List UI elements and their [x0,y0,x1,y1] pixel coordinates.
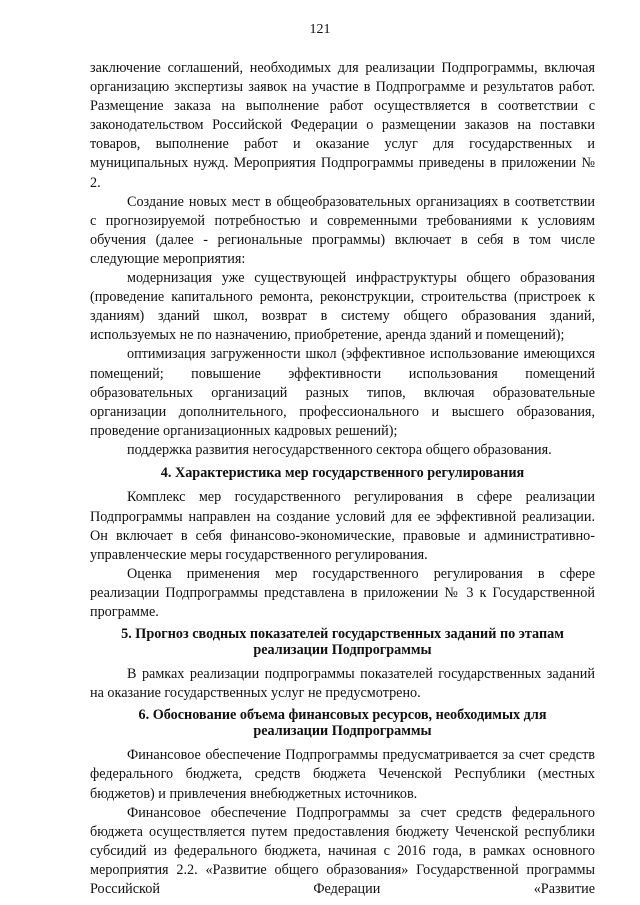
section-heading-line: реализации Подпрограммы [253,641,432,658]
paragraph: Комплекс мер государственного регулирования в сфере реализации Подпрограммы направлен на создание условий для ее эффективной реализации. Он включает в себя финансово-экономические, правовые и административно-управленческие меры государственного регулирования. [90,489,595,563]
section-heading: 4. Характеристика мер государственного регулирования [160,464,525,481]
section-heading-line: 6. Обоснование объема финансовых ресурсов, необходимых для [138,707,547,724]
section-heading [90,627,595,658]
list-item: модернизация уже существующей инфраструктуры общего образования (проведение капитального ремонта, реконструкции, строительства (пристроек к зданиям) зданий школ, возврат в систему общего образования зданий, используемых не по назначению, приобретение, аренда зданий и помещений); [90,270,595,344]
paragraph: Финансовое обеспечение Подпрограммы за счет средств федерального бюджета осуществляется путем предоставления бюджету Чеченской республики субсидий из федерального бюджета, начиная с 2016 года, в рамках основного мероприятия 2.2. «Развитие общего образования» Государственной программы Российской Федерации «Развитие [90,804,595,897]
paragraph: Оценка применения мер государственного регулирования в сфере реализации Подпрограммы представлена в приложении № 3 к Государственной программе. [90,565,595,621]
section-heading-line: реализации Подпрограммы [253,722,432,739]
page-number: 121 [309,22,331,37]
paragraph: заключение соглашений, необходимых для реализации Подпрограммы, включая организацию экспертизы заявок на участие в Подпрограмме и результатов работ. Размещение заказа на выполнение работ осуществляется в соответствии с законодательством Российской Федерации о размещении заказов на поставки товаров, выполнение работ и оказание услуг для государственных и муниципальных нужд. Мероприятия Подпрограммы приведены в приложении № 2. [90,60,595,191]
paragraph: В рамках реализации подпрограммы показателей государственных заданий на оказание государственных услуг не предусмотрено. [90,666,595,702]
paragraph: Финансовое обеспечение Подпрограммы предусматривается за счет средств федерального бюджета, средств бюджета Чеченской Республики (местных бюджетов) и привлечения внебюджетных источников. [90,747,595,802]
list-item: поддержка развития негосударственного сектора общего образования. [127,441,552,458]
section-heading [90,708,595,739]
paragraph: Создание новых мест в общеобразовательных организациях в соответствии с прогнозируемой потребностью и современными требованиями к условиям обучения (далее - региональные программы) включает в себя в том числе следующие мероприятия: [90,193,595,267]
section-heading-line: 5. Прогноз сводных показателей государственных заданий по этапам [121,626,564,643]
page-body [90,59,595,899]
list-item: оптимизация загруженности школ (эффективное использование имеющихся помещений; повышение эффективности использования помещений образовательных организаций разных типов, включая образовательные организации дополнительного, профессионального и высшего образования, проведение организационных кадровых решений); [90,346,595,439]
